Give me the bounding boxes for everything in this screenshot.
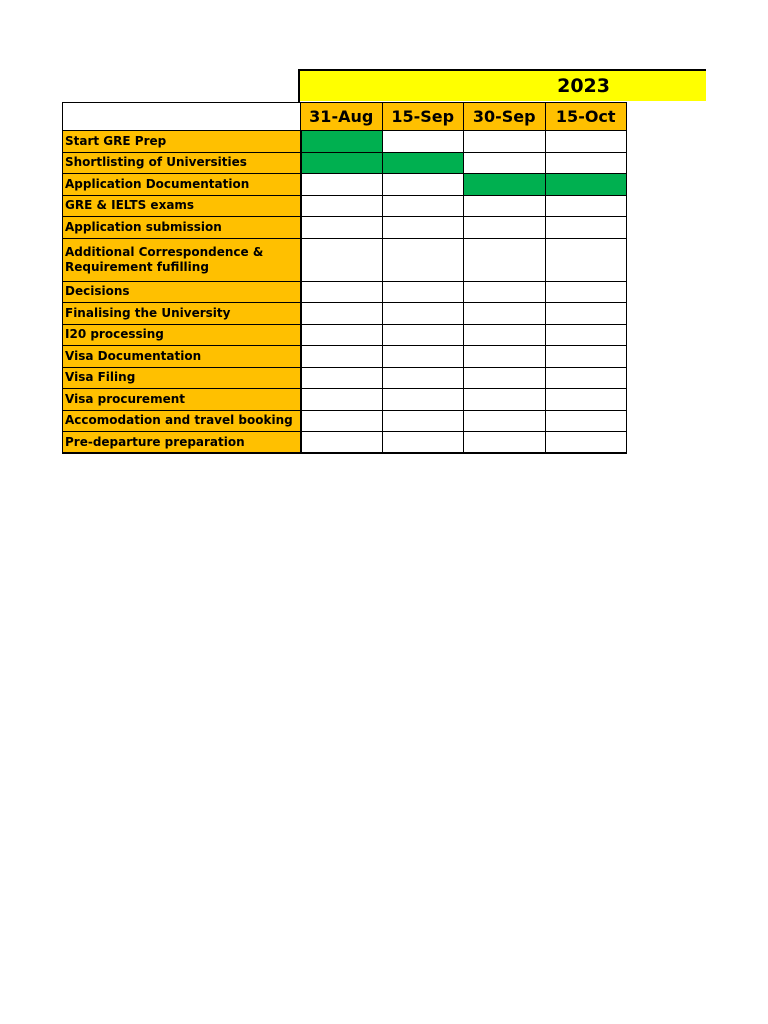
schedule-cell bbox=[301, 324, 383, 346]
schedule-cell bbox=[545, 281, 627, 303]
task-row bbox=[63, 432, 627, 454]
schedule-cell bbox=[545, 131, 627, 153]
task-label: Application submission bbox=[63, 217, 301, 239]
year-band-left-border bbox=[298, 69, 300, 103]
schedule-cell bbox=[301, 281, 383, 303]
task-label: Accomodation and travel booking bbox=[63, 410, 301, 432]
schedule-cell bbox=[545, 217, 627, 239]
schedule-cell bbox=[382, 410, 464, 432]
schedule-cell bbox=[382, 281, 464, 303]
year-header-band bbox=[300, 69, 706, 101]
schedule-cell bbox=[464, 217, 546, 239]
schedule-cell bbox=[464, 367, 546, 389]
schedule-cell bbox=[382, 324, 464, 346]
schedule-cell bbox=[464, 324, 546, 346]
schedule-cell bbox=[545, 195, 627, 217]
schedule-cell bbox=[382, 195, 464, 217]
schedule-cell bbox=[382, 303, 464, 325]
task-label: Visa procurement bbox=[63, 389, 301, 411]
task-row bbox=[63, 217, 627, 239]
schedule-cell bbox=[545, 432, 627, 454]
date-header-15-sep: 15-Sep bbox=[382, 103, 464, 131]
schedule-cell bbox=[382, 131, 464, 153]
task-label: Decisions bbox=[63, 281, 301, 303]
task-row bbox=[63, 152, 627, 174]
schedule-cell bbox=[464, 238, 546, 281]
schedule-cell bbox=[545, 152, 627, 174]
task-label: Pre-departure preparation bbox=[63, 432, 301, 454]
schedule-cell bbox=[545, 346, 627, 368]
task-label: Start GRE Prep bbox=[63, 131, 301, 153]
task-row bbox=[63, 131, 627, 153]
schedule-cell bbox=[545, 367, 627, 389]
task-label: GRE & IELTS exams bbox=[63, 195, 301, 217]
blank-header-cell bbox=[63, 103, 301, 131]
schedule-cell bbox=[545, 410, 627, 432]
schedule-cell bbox=[545, 303, 627, 325]
task-row bbox=[63, 324, 627, 346]
schedule-cell-active bbox=[545, 174, 627, 196]
date-header-31-aug: 31-Aug bbox=[301, 103, 383, 131]
task-row bbox=[63, 389, 627, 411]
task-label: Application Documentation bbox=[63, 174, 301, 196]
schedule-cell-active bbox=[301, 131, 383, 153]
date-header-15-oct: 15-Oct bbox=[545, 103, 627, 131]
year-label: 2023 bbox=[557, 75, 610, 97]
schedule-cell-active bbox=[301, 152, 383, 174]
schedule-cell bbox=[382, 346, 464, 368]
schedule-cell bbox=[464, 410, 546, 432]
date-header-30-sep: 30-Sep bbox=[464, 103, 546, 131]
schedule-cell bbox=[301, 389, 383, 411]
task-label: I20 processing bbox=[63, 324, 301, 346]
schedule-cell bbox=[301, 195, 383, 217]
schedule-cell bbox=[464, 195, 546, 217]
schedule-cell bbox=[301, 174, 383, 196]
schedule-cell bbox=[464, 346, 546, 368]
task-row bbox=[63, 367, 627, 389]
schedule-cell bbox=[464, 432, 546, 454]
task-row bbox=[63, 346, 627, 368]
schedule-cell bbox=[464, 389, 546, 411]
schedule-cell bbox=[382, 432, 464, 454]
schedule-cell bbox=[545, 238, 627, 281]
schedule-cell bbox=[464, 152, 546, 174]
schedule-cell bbox=[382, 389, 464, 411]
schedule-cell bbox=[382, 367, 464, 389]
task-label: Visa Documentation bbox=[63, 346, 301, 368]
task-label: Additional Correspondence & Requirement fufilling bbox=[63, 238, 301, 281]
schedule-cell bbox=[301, 303, 383, 325]
schedule-cell bbox=[301, 217, 383, 239]
schedule-cell bbox=[382, 174, 464, 196]
schedule-cell bbox=[545, 324, 627, 346]
task-row bbox=[63, 174, 627, 196]
schedule-cell bbox=[464, 303, 546, 325]
task-row bbox=[63, 281, 627, 303]
task-label: Finalising the University bbox=[63, 303, 301, 325]
schedule-cell bbox=[301, 346, 383, 368]
schedule-cell-active bbox=[382, 152, 464, 174]
schedule-cell bbox=[301, 432, 383, 454]
task-row bbox=[63, 303, 627, 325]
schedule-cell bbox=[382, 217, 464, 239]
schedule-cell bbox=[545, 389, 627, 411]
task-label: Visa Filing bbox=[63, 367, 301, 389]
task-row bbox=[63, 238, 627, 281]
schedule-cell bbox=[382, 238, 464, 281]
task-row bbox=[63, 410, 627, 432]
timeline-table bbox=[62, 102, 627, 454]
date-header-row bbox=[63, 103, 627, 131]
schedule-cell bbox=[301, 238, 383, 281]
task-label: Shortlisting of Universities bbox=[63, 152, 301, 174]
schedule-cell bbox=[301, 410, 383, 432]
schedule-cell-active bbox=[464, 174, 546, 196]
schedule-cell bbox=[301, 367, 383, 389]
schedule-cell bbox=[464, 281, 546, 303]
task-row bbox=[63, 195, 627, 217]
schedule-cell bbox=[464, 131, 546, 153]
